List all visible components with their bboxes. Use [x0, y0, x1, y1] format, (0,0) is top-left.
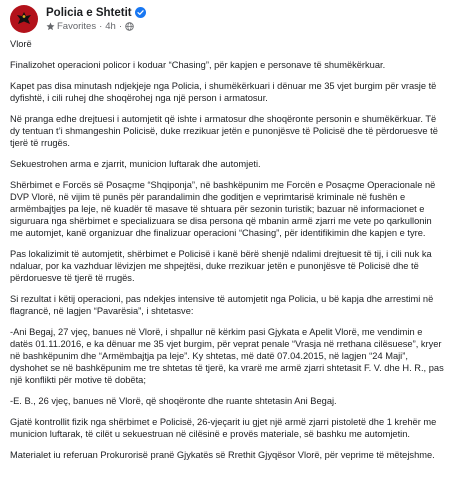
post-paragraph: Vlorë [10, 39, 32, 49]
author-name[interactable]: Policia e Shtetit [46, 6, 132, 19]
post-paragraph: -Ani Begaj, 27 vjeç, banues në Vlorë, i shpallur në kërkim pasi Gjykata e Apelit Vlorë, me vendimin e datës 01.11.2016, e ka dënuar me 35 vjet burgim, për veprat penale “Vrasja në rrethana cilësuese”, kryer në bashkëpunim dhe “Armëmbajtja pa leje”. Ky shtetas, më datë 07.04.2015, në lagjen “24 Maji”, dyshohet se në bashkëpunim me tre shtetas të tjerë, ka vrarë me armë zjarri shtetasit F. V. dhe H. R., pas një konflikti për motive të dobëta; [10, 327, 444, 386]
post-paragraph: Pas lokalizimit të automjetit, shërbimet e Policisë i kanë bërë shenjë ndalimi drejtuesit të tij, i cili nuk ka ndaluar, por ka vazhduar lëvizjen me shpejtësi, duke rrezikuar jetën e punonjësve të Policisë dhe të përdoruesve të tjerë të rrugës. [10, 249, 432, 284]
post-time[interactable]: 4h [105, 20, 116, 32]
star-icon [46, 22, 55, 31]
post-meta [46, 6, 146, 33]
post-paragraph: Materialet iu referuan Prokurorisë pranë Gjykatës së Rrethit Gjyqësor Vlorë, për veprime të mëtejshme. [10, 450, 435, 461]
post-paragraph: Finalizohet operacioni policor i koduar “Chasing”, për kapjen e personave të shumëkërkuar. [10, 59, 386, 70]
post-paragraph: Si rezultat i këtij operacioni, pas ndekjes intensive të automjetit nga Policia, u bë kapja dhe arrestimi në flagrancë, në lagjen “Pavarësia”, i shtetasve: [10, 294, 434, 317]
post-paragraph: Gjatë kontrollit fizik nga shërbimet e Policisë, 26-vjeçarit iu gjet një armë zjarri pistoletë dhe 1 krehër me municion luftarak, të cilët u sekuestruan në cilësinë e provës materiale, së bashku me automjetin. [10, 417, 437, 440]
post-body [10, 38, 447, 461]
post-paragraph: Shërbimet e Forcës së Posaçme “Shqiponja”, në bashkëpunim me Forcën e Posaçme Operacionale në DVP Vlorë, në vijim të punës për parandalimin dhe goditjen e veprimtarisë kriminale në fushën e armëmbajtjes pa leje, në kuadër të masave të shtuara për sezonin turistik; bazuar në informacionet e siguruara nga shërbimet e specializuara se disa persona që mbanin armë zjarri me vete po qarkullonin me automjet, kanë organizuar dhe finalizuar operacioni “Chasing”, për identifikimin dhe kapjen e tyre. [10, 179, 436, 239]
post-header [10, 0, 447, 38]
meta-separator: · [118, 20, 122, 32]
post-subline [46, 21, 146, 33]
favorites-label[interactable]: Favorites [57, 20, 97, 32]
post-paragraph: Në pranga edhe drejtuesi i automjetit që ishte i armatosur dhe shoqëronte personin e shumëkërkuar. Të dy tentuan t’i shmangeshin Policisë, duke rrezikuar jetën e punonjësve të Policisë dhe të përdoruesve të tjerë të rrugës. [10, 113, 438, 148]
post-paragraph: -E. B., 26 vjeç, banues në Vlorë, që shoqëronte dhe ruante shtetasin Ani Begaj. [10, 396, 337, 407]
author-row [46, 6, 146, 20]
meta-separator: · [99, 20, 103, 32]
post-paragraph: Sekuestrohen arma e zjarrit, municion luftarak dhe automjeti. [10, 158, 261, 169]
verified-badge-icon [135, 7, 146, 18]
post-paragraph: Kapet pas disa minutash ndjekjeje nga Policia, i shumëkërkuari i dënuar me 35 vjet burgim për vrasje të dyfishtë, i cili ruhej dhe shoqërohej nga një person i armatosur. [10, 80, 437, 103]
eagle-emblem-icon[interactable] [10, 5, 38, 33]
globe-icon[interactable] [125, 22, 134, 31]
